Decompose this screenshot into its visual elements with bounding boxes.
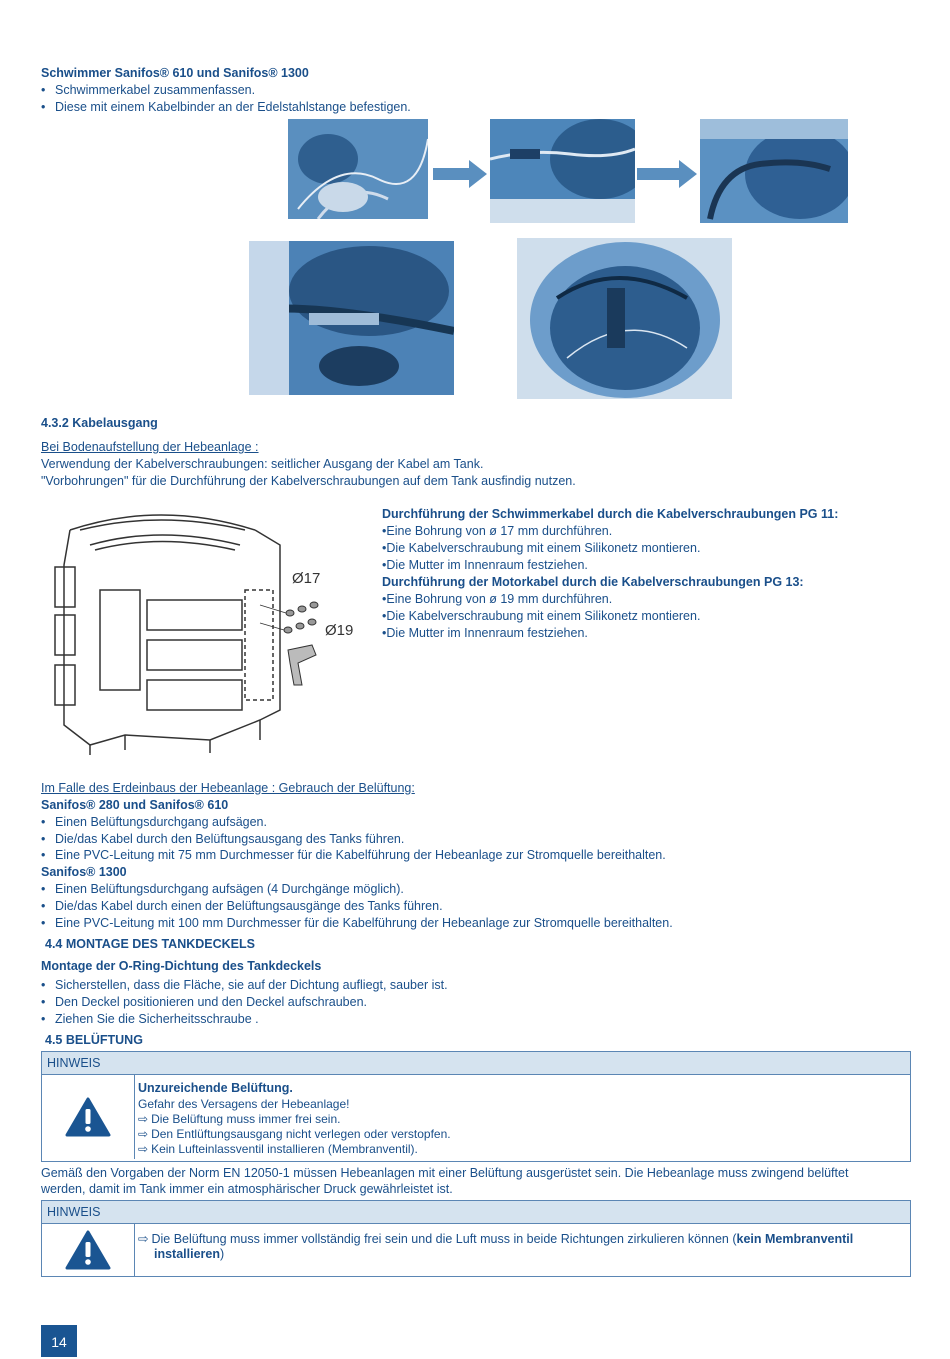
- notice-1-title: Unzureichende Belüftung.: [138, 1081, 293, 1095]
- page-number: 14: [41, 1325, 77, 1357]
- notice-2-line-1: ⇨ Die Belüftung muss immer vollständig frei sein und die Luft muss in beide Richtungen zirkulieren können (kein Membranventil: [138, 1232, 853, 1247]
- deckel-heading: 4.4 MONTAGE DES TANKDECKELS: [45, 937, 255, 951]
- photo-cable-connector: [249, 241, 454, 395]
- deckel-bullet-2: • Den Deckel positionieren und den Deckel aufschrauben.: [41, 994, 367, 1011]
- deckel-subheading: Montage der O-Ring-Dichtung des Tankdeckels: [41, 959, 322, 973]
- pg13-bullet-3: •Die Mutter im Innenraum festziehen.: [382, 626, 588, 640]
- kabel-subheading: Bei Bodenaufstellung der Hebeanlage :: [41, 440, 259, 454]
- erdeinbau-g2-bullet-1: • Einen Belüftungsdurchgang aufsägen (4 Durchgänge möglich).: [41, 881, 404, 898]
- pg11-heading: Durchführung der Schwimmerkabel durch die Kabelverschraubungen PG 11:: [382, 507, 839, 521]
- notice-2-head: HINWEIS: [42, 1201, 910, 1224]
- kabel-heading: 4.3.2 Kabelausgang: [41, 416, 158, 430]
- pg13-heading: Durchführung der Motorkabel durch die Kabelverschraubungen PG 13:: [382, 575, 804, 589]
- pg11-bullet-1: •Eine Bohrung von ø 17 mm durchführen.: [382, 524, 613, 538]
- notice-1-line1: Gefahr des Versagens der Hebeanlage!: [138, 1097, 350, 1111]
- diagram-label-d19: Ø19: [325, 622, 354, 639]
- pg13-bullet-1: •Eine Bohrung von ø 19 mm durchführen.: [382, 592, 613, 606]
- erdeinbau-g1-bullet-2: • Die/das Kabel durch den Belüftungsausgang des Tanks führen.: [41, 831, 404, 848]
- arrow-right-icon-2: [637, 160, 697, 188]
- norm-paragraph-line-2: werden, damit im Tank immer ein atmosphärischer Druck gewährleistet ist.: [41, 1182, 453, 1196]
- notice-box-1: [41, 1051, 911, 1162]
- norm-paragraph-line-1: Gemäß den Vorgaben der Norm EN 12050-1 müssen Hebeanlagen mit einer Belüftung ausgerüstet sein. Die Hebeanlage muss zwingend belüftet: [41, 1166, 849, 1180]
- notice-1-item-1: ⇨ Die Belüftung muss immer frei sein.: [138, 1112, 451, 1127]
- erdeinbau-group2-heading: Sanifos® 1300: [41, 865, 127, 879]
- photo-float-cables-3: [700, 119, 848, 223]
- notice-1-item-3: ⇨ Kein Lufteinlassventil installieren (Membranventil).: [138, 1142, 451, 1157]
- pg11-bullet-2: •Die Kabelverschraubung mit einem Silikonetz montieren.: [382, 541, 701, 555]
- photo-float-cables-1: [288, 119, 428, 219]
- photo-tank-interior: [517, 238, 732, 399]
- belueftung-heading: 4.5 BELÜFTUNG: [45, 1033, 143, 1047]
- erdeinbau-g1-bullet-3: • Eine PVC-Leitung mit 75 mm Durchmesser für die Kabelführung der Hebeanlage zur Stromquelle bereithalten.: [41, 847, 666, 864]
- notice-box-2: [41, 1200, 911, 1277]
- pg11-bullet-3: •Die Mutter im Innenraum festziehen.: [382, 558, 588, 572]
- kabel-line-1: Verwendung der Kabelverschraubungen: seitlicher Ausgang der Kabel am Tank.: [41, 457, 484, 471]
- notice-1-head: HINWEIS: [42, 1052, 910, 1075]
- diagram-label-d17: Ø17: [292, 570, 321, 587]
- erdeinbau-g2-bullet-2: • Die/das Kabel durch einen der Belüftungsausgänge des Tanks führen.: [41, 898, 443, 915]
- erdeinbau-group1-heading: Sanifos® 280 und Sanifos® 610: [41, 798, 229, 812]
- notice-1-item-2: ⇨ Den Entlüftungsausgang nicht verlegen oder verstopfen.: [138, 1127, 451, 1142]
- erdeinbau-g1-bullet-1: • Einen Belüftungsdurchgang aufsägen.: [41, 814, 267, 831]
- erdeinbau-g2-bullet-3: • Eine PVC-Leitung mit 100 mm Durchmesser für die Kabelführung der Hebeanlage zur Stromquelle bereithalten.: [41, 915, 673, 932]
- float-bullet-2: • Diese mit einem Kabelbinder an der Edelstahlstange befestigen.: [41, 99, 411, 116]
- notice-2-line-2: installieren): [154, 1247, 225, 1261]
- kabel-line-2: "Vorbohrungen" für die Durchführung der Kabelverschraubungen auf dem Tank ausfindig nutzen.: [41, 474, 576, 488]
- float-bullet-1: • Schwimmerkabel zusammenfassen.: [41, 82, 255, 99]
- warning-icon: [65, 1230, 111, 1270]
- pg13-bullet-2: •Die Kabelverschraubung mit einem Silikonetz montieren.: [382, 609, 701, 623]
- deckel-bullet-3: • Ziehen Sie die Sicherheitsschraube .: [41, 1011, 259, 1028]
- arrow-right-icon-1: [433, 160, 487, 188]
- erdeinbau-subheading: Im Falle des Erdeinbaus der Hebeanlage : Gebrauch der Belüftung:: [41, 781, 415, 795]
- float-heading: Schwimmer Sanifos® 610 und Sanifos® 1300: [41, 66, 309, 80]
- photo-float-cables-2: [490, 119, 635, 223]
- deckel-bullet-1: • Sicherstellen, dass die Fläche, sie auf der Dichtung aufliegt, sauber ist.: [41, 977, 448, 994]
- tank-diagram: [50, 505, 360, 760]
- warning-icon: [65, 1097, 111, 1137]
